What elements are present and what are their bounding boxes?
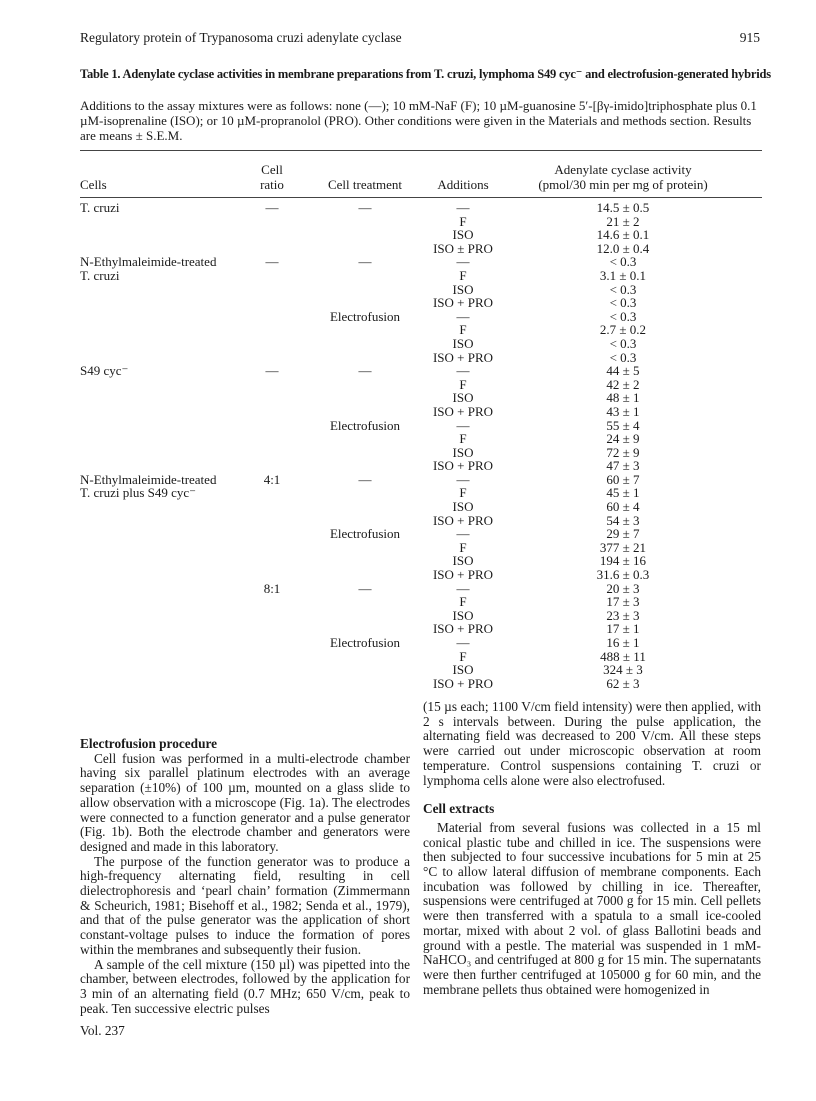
cell-type: T. cruzi [80,200,120,215]
activity-value: 29 ± 7 [606,526,640,542]
additions: ISO + PRO [432,458,494,474]
section-heading-electrofusion: Electrofusion procedure [80,736,218,751]
table-note: Additions to the assay mixtures were as follows: none (—); 10 mM-NaF (F); 10 µM-guanosine 5′-[βγ-imido]triphosphate plus 0.1 µM-isoprenaline (ISO); or 10 µM-propranolol (PRO). Other conditions were given in the Materials and methods section. Results are means ± S.E.M. [80,98,757,143]
cell-ratio: 8:1 [263,580,281,596]
table-row [0,255,816,269]
additions: F [459,485,467,501]
col-header-ratio-line1: Cell [261,162,283,177]
additions: ISO [452,335,474,351]
cell-ratio: — [265,200,279,215]
activity-value: 17 ± 3 [606,594,640,610]
additions: — [456,254,470,270]
table-row [0,283,816,297]
additions: — [456,363,470,379]
cell-treatment: Electrofusion [329,635,401,650]
activity-value: 72 ± 9 [606,444,640,460]
additions: — [456,526,470,542]
table-row [0,500,816,514]
table-row [0,446,816,460]
table-row [0,405,816,419]
table-row [0,554,816,568]
activity-value: 17 ± 1 [606,621,640,637]
table-row [0,650,816,664]
cell-type: S49 cyc⁻ [80,363,129,379]
activity-value: 16 ± 1 [606,635,640,650]
activity-value: 45 ± 1 [606,485,640,501]
activity-value: 14.6 ± 0.1 [596,227,650,243]
col-header-activity-line1: Adenylate cyclase activity [554,162,692,177]
activity-value: 43 ± 1 [606,403,640,419]
additions: F [459,267,467,283]
table-title: Table 1. Adenylate cyclase activities in membrane preparations from T. cruzi, lymphoma S49 cyc⁻ and electrofusion-generated hybrids [80,67,771,81]
table-row [0,473,816,487]
paragraph: Cell fusion was performed in a multi-electrode chamber having six parallel platinum electrodes with an average separation (±10%) of 100 µm, mounted on a glass slide to allow observation with a microscope (Fig. 1a). The electrodes were connected to a function generator and a pulse generator (Fig. 1b). Both the electrode chamber and generators were designed and made in this laboratory. [80,750,410,854]
activity-value: < 0.3 [609,254,637,270]
additions: F [459,594,467,610]
table-row [0,364,816,378]
additions: ISO ± PRO [433,240,493,256]
additions: ISO + PRO [432,349,494,365]
table-row [0,459,816,473]
table-body [0,201,816,690]
additions: ISO [452,607,474,623]
col-header-additions: Additions [437,177,489,192]
additions: — [456,417,470,433]
additions: — [456,580,470,596]
running-head: Regulatory protein of Trypanosoma cruzi adenylate cyclase [80,30,402,45]
additions: ISO + PRO [432,675,494,691]
cell-type: N-Ethylmaleimide-treated [80,254,217,270]
activity-value: 14.5 ± 0.5 [596,200,650,215]
additions: ISO [452,444,474,460]
additions: ISO + PRO [432,512,494,528]
additions: ISO [452,553,474,569]
table-row [0,486,816,500]
cell-treatment: Electrofusion [329,526,401,542]
activity-value: 62 ± 3 [606,675,640,691]
additions: ISO [452,227,474,243]
activity-value: 21 ± 2 [606,213,640,229]
activity-value: 60 ± 7 [606,471,640,487]
activity-value: < 0.3 [609,281,637,297]
table-row [0,337,816,351]
table-row [0,351,816,365]
activity-value: 54 ± 3 [606,512,640,528]
table-row [0,323,816,337]
activity-value: 12.0 ± 0.4 [596,240,650,256]
additions: — [456,308,470,324]
table-row [0,568,816,582]
activity-value: < 0.3 [609,335,637,351]
additions: ISO + PRO [432,403,494,419]
cell-ratio: — [265,254,279,270]
additions: F [459,376,467,392]
activity-value: 488 ± 11 [600,648,646,664]
activity-value: 23 ± 3 [606,607,640,623]
section-heading-cell-extracts: Cell extracts [423,801,495,817]
cell-type: T. cruzi [80,267,120,283]
table-row [0,228,816,242]
activity-value: 20 ± 3 [606,580,640,596]
additions: ISO + PRO [432,621,494,637]
cell-treatment: — [358,254,372,270]
table-row [0,677,816,691]
left-column [80,737,410,1039]
table-row [0,242,816,256]
additions: — [456,635,470,650]
activity-value: 60 ± 4 [606,499,640,515]
table-row [0,514,816,528]
volume-footer: Vol. 237 [80,1023,125,1039]
cell-treatment: — [358,580,372,596]
col-header-cells: Cells [80,177,107,192]
additions: F [459,539,467,555]
table-row [0,609,816,623]
table-header-rule [80,197,762,198]
cell-type: N-Ethylmaleimide-treated [80,471,217,487]
activity-value: 2.7 ± 0.2 [599,322,647,338]
additions: F [459,213,467,229]
activity-value: 48 ± 1 [606,390,640,406]
cell-treatment: — [358,471,372,487]
table-row [0,582,816,596]
col-header-activity [530,162,716,192]
table-row [0,432,816,446]
table-row [0,595,816,609]
activity-value: 324 ± 3 [603,662,643,678]
additions: F [459,322,467,338]
table-row [0,541,816,555]
additions: — [456,471,470,487]
additions: F [459,431,467,447]
activity-value: 3.1 ± 0.1 [599,267,647,283]
cell-ratio: — [265,363,279,379]
col-header-treatment: Cell treatment [327,177,402,192]
activity-value: 194 ± 16 [599,553,647,569]
table-row [0,296,816,310]
table-row [0,269,816,283]
table-row [0,201,816,215]
activity-value: 31.6 ± 0.3 [596,567,650,583]
paragraph: Material from several fusions was collected in a 15 ml conical plastic tube and chilled in ice. The suspensions were then subjected to four successive incubations for 5 min at 25 °C to allow lateral diffusion of membrane components. Each incubation was followed by chilling in ice. Thereafter, suspensions were centrifuged at 7000 g for 15 min. Cell pellets were then transferred with a spatula to a small ice-cooled mortar, mixed with about 2 vol. of glass Ballotini beads and ground with a pestle. The material was suspended in 1 mM-NaHCO₃ and centrifuged at 800 g for 15 min. The supernatants were then further centrifuged at 105000 g for 60 min, and the membrane pellets thus obtained were homogenized in [423,819,761,997]
additions: ISO + PRO [432,567,494,583]
paragraph: The purpose of the function generator was to produce a high-frequency alternating field, resulting in cell dielectrophoresis and ‘pearl chain’ formation (Zimmermann & Scheurich, 1981; Bisehoff et al., 1982; Senda et al., 1979), and that of the pulse generator was the application of short constant-voltage pulses to induce the formation of pores within the membranes and subsequently their fusion. [80,853,410,957]
additions: ISO [452,662,474,678]
activity-value: < 0.3 [609,295,637,311]
table-row [0,310,816,324]
activity-value: < 0.3 [609,349,637,365]
additions: ISO + PRO [432,295,494,311]
table-row [0,622,816,636]
activity-value: 42 ± 2 [606,376,640,392]
additions: ISO [452,499,474,515]
table-row [0,636,816,650]
col-header-ratio-line2: ratio [260,177,284,192]
paragraph: A sample of the cell mixture (150 µl) was pipetted into the chamber, between electrodes, followed by the application for 3 min of an alternating field (0.7 MHz; 650 V/cm, peak to peak. Ten successive electric pulses [80,956,410,1016]
activity-value: 44 ± 5 [606,363,640,379]
activity-value: 377 ± 21 [599,539,647,555]
activity-value: 24 ± 9 [606,431,640,447]
activity-value: 55 ± 4 [606,417,640,433]
table-row [0,419,816,433]
cell-treatment: — [358,200,372,215]
cell-treatment: — [358,363,372,379]
table-top-rule [80,150,762,151]
table-row [0,663,816,677]
cell-ratio: 4:1 [263,471,281,487]
table-row [0,527,816,541]
cell-treatment: Electrofusion [329,417,401,433]
table-row [0,378,816,392]
additions: — [456,200,470,215]
col-header-ratio [250,162,294,192]
additions: ISO [452,390,474,406]
page-number: 915 [739,30,760,45]
additions: F [459,648,467,664]
activity-value: < 0.3 [609,308,637,324]
table-row [0,391,816,405]
additions: ISO [452,281,474,297]
col-header-activity-line2: (pmol/30 min per mg of protein) [538,177,708,192]
table-row [0,215,816,229]
cell-treatment: Electrofusion [329,308,401,324]
paragraph-continuation: (15 µs each; 1100 V/cm field intensity) were then applied, with 2 s intervals between. During the pulse application, the alternating field was decreased to 200 V/cm. All these steps were carried out under microscopic observation at room temperature. Control suspensions containing T. cruzi or lymphoma cells alone were also electrofused. [423,699,761,788]
right-column [423,700,761,997]
cell-type: T. cruzi plus S49 cyc⁻ [80,485,197,501]
activity-value: 47 ± 3 [606,458,640,474]
